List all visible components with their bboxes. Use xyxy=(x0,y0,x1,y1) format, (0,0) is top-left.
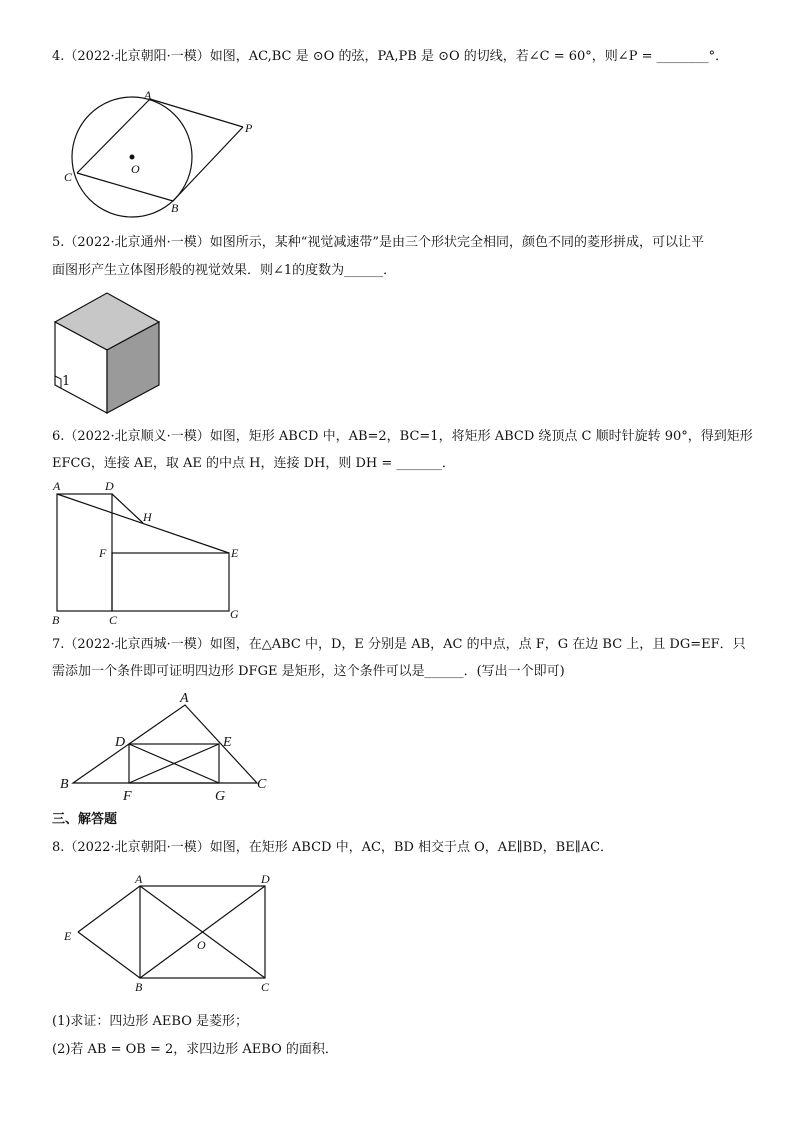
q5-line2: 面图形产生立体图形般的视觉效果．则∠1的度数为______． xyxy=(52,263,397,278)
q4-circle-figure xyxy=(55,85,270,220)
label-d: D xyxy=(105,479,114,493)
tangent-pb xyxy=(173,127,243,201)
label-d: D xyxy=(261,874,270,886)
q8-part1: (1)求证：四边形 AEBO 是菱形； xyxy=(52,1014,249,1029)
label-e: E xyxy=(223,735,232,750)
label-o: O xyxy=(131,162,140,176)
q5-cube-figure xyxy=(52,290,167,420)
segment-be xyxy=(78,932,140,978)
label-b: B xyxy=(52,613,60,626)
q6-line2: EFCG，连接 AE，取 AE 的中点 H，连接 DH，则 DH = _______． xyxy=(52,456,455,471)
label-p: P xyxy=(245,121,253,135)
label-g: G xyxy=(230,607,239,621)
segment-ae xyxy=(78,886,140,932)
q5-line1: 5.（2022·北京通州·一模）如图所示，某种“视觉减速带”是由三个形状完全相同，颜色不同的菱形拼成，可以让平 xyxy=(52,235,705,250)
label-c: C xyxy=(64,170,73,184)
label-d: D xyxy=(115,735,126,750)
label-o: O xyxy=(197,938,206,952)
label-1: 1 xyxy=(62,374,71,389)
q4-text: 4.（2022·北京朝阳·一模）如图，AC,BC 是 ⊙O 的弦，PA,PB 是 ⊙O 的切线，若∠C = 60°，则∠P = ________°． xyxy=(52,49,729,64)
label-b: B xyxy=(171,201,179,215)
label-f: F xyxy=(99,546,107,560)
label-e: E xyxy=(64,929,72,943)
label-a: A xyxy=(53,479,61,493)
q8-rectangle-figure xyxy=(58,874,283,996)
label-a: A xyxy=(180,691,189,706)
label-e: E xyxy=(231,546,239,560)
label-h: H xyxy=(143,510,152,524)
section-title: 三、解答题 xyxy=(52,812,118,827)
label-g: G xyxy=(215,789,226,804)
q7-triangle-figure xyxy=(55,690,280,808)
q7-line1: 7.（2022·北京西城·一模）如图，在△ABC 中，D，E 分别是 AB，AC 的中点，点 F，G 在边 BC 上，且 DG=EF．只 xyxy=(52,637,746,652)
label-b: B xyxy=(60,777,69,792)
label-a: A xyxy=(135,874,143,886)
center-point xyxy=(130,155,135,160)
q8-part2: (2)若 AB = OB = 2，求四边形 AEBO 的面积． xyxy=(52,1042,338,1057)
q6-line1: 6.（2022·北京顺义·一模）如图，矩形 ABCD 中，AB=2，BC=1，将矩形 ABCD 绕顶点 C 顺时针旋转 90°，得到矩形 xyxy=(52,429,753,444)
chord-bc xyxy=(77,173,173,201)
label-b: B xyxy=(135,980,143,994)
q8-text: 8.（2022·北京朝阳·一模）如图，在矩形 ABCD 中，AC，BD 相交于点 O，AE∥BD，BE∥AC． xyxy=(52,840,614,855)
label-a: A xyxy=(144,88,152,102)
q6-rectangle-figure xyxy=(48,478,248,626)
label-c: C xyxy=(261,980,270,994)
q7-line2: 需添加一个条件即可证明四边形 DFGE 是矩形，这个条件可以是______．(写出一个即可) xyxy=(52,664,565,679)
label-c: C xyxy=(257,777,267,792)
rect-efcg xyxy=(112,553,229,611)
label-f: F xyxy=(123,789,132,804)
tangent-pa xyxy=(150,99,243,127)
label-c: C xyxy=(109,613,118,626)
